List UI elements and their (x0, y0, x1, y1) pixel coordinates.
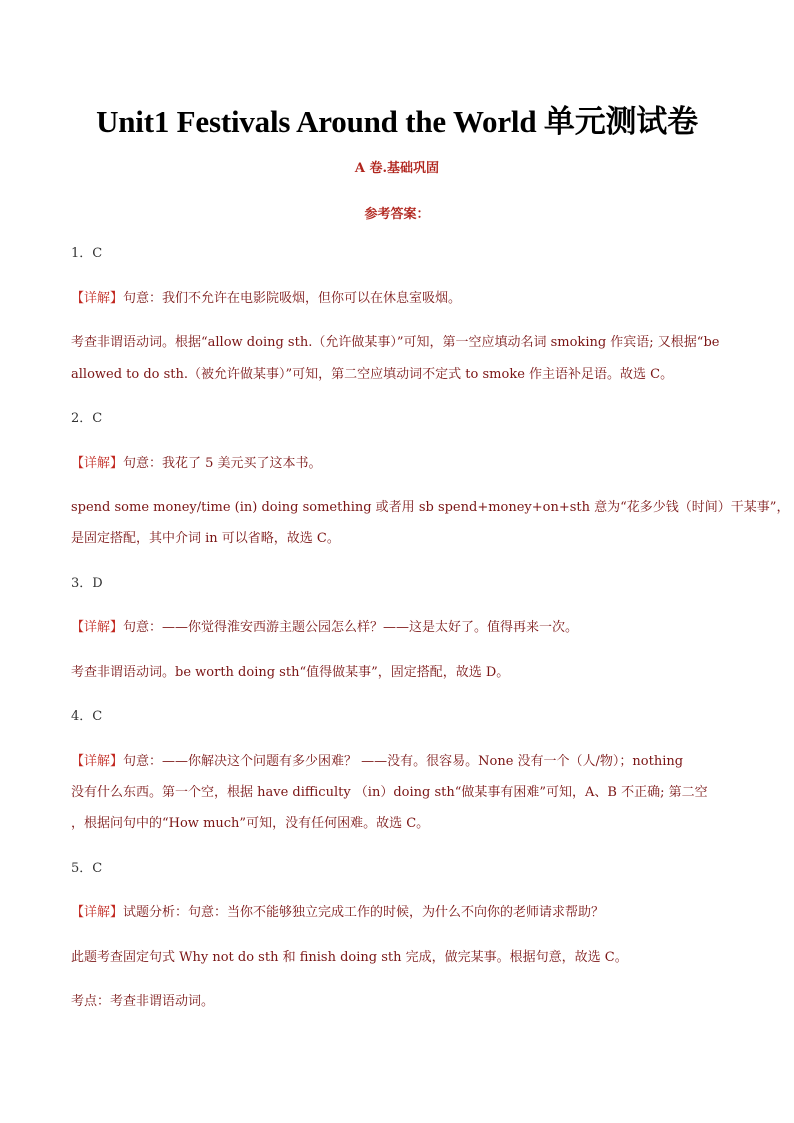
detail-text: 句意：——你解决这个问题有多少困难？ ——没有。很容易。None 没有一个（人/物）；nothing (123, 754, 684, 769)
item-5-detail (71, 904, 726, 922)
item-3-number: 3．D (71, 576, 103, 591)
item-4-number: 4．C (71, 709, 103, 724)
item-5-line-1: 此题考查固定句式 Why not do sth 和 finish doing sth 完成，做完某事。根据句意，故选 C。 (71, 950, 628, 965)
item-1-number: 1．C (71, 246, 103, 261)
answer-heading: 参考答案： (364, 207, 430, 222)
item-4-line-2: ，根据问句中的“How much”可知，没有任何困难。故选 C。 (71, 816, 430, 831)
detail-text: 句意：——你觉得淮安西游主题公园怎么样？——这是太好了。值得再来一次。 (123, 620, 579, 635)
item-2-line-2: 是固定搭配，其中介词 in 可以省略，故选 C。 (71, 531, 340, 546)
item-2-detail (71, 455, 726, 473)
page-title: Unit1 Festivals Around the World 单元测试卷 (96, 104, 698, 139)
item-3-line-1: 考查非谓语动词。be worth doing sth“值得做某事”，固定搭配，故选 D。 (71, 665, 510, 680)
item-4-detail (71, 753, 726, 771)
detail-text: 试题分析：句意：当你不能够独立完成工作的时候，为什么不向你的老师请求帮助？ (123, 905, 605, 920)
item-5-number: 5．C (71, 861, 103, 876)
detail-tag: 【详解】 (71, 291, 124, 306)
item-1-line-2: allowed to do sth.（被允许做某事）”可知，第二空应填动词不定式 to smoke 作主语补足语。故选 C。 (71, 367, 674, 382)
detail-text: 句意：我花了 5 美元买了这本书。 (123, 456, 322, 471)
item-3-detail (71, 619, 726, 637)
item-2-line-1: spend some money/time (in) doing something 或者用 sb spend+money+on+sth 意为“花多少钱（时间）干某事”， (71, 500, 790, 515)
item-1-line-1: 考查非谓语动词。根据“allow doing sth.（允许做某事）”可知，第一空应填动名词 smoking 作宾语; 又根据“be (71, 335, 720, 350)
section-label: A 卷.基础巩固 (354, 161, 440, 176)
item-1-detail (71, 290, 726, 308)
detail-tag: 【详解】 (71, 905, 124, 920)
item-2-number: 2．C (71, 411, 103, 426)
detail-text: 句意：我们不允许在电影院吸烟，但你可以在休息室吸烟。 (123, 291, 462, 306)
item-4-line-1: 没有什么东西。第一个空，根据 have difficulty （in）doing sth“做某事有困难”可知，A、B 不正确; 第二空 (71, 785, 708, 800)
detail-tag: 【详解】 (71, 754, 124, 769)
item-5-line-2: 考点：考查非谓语动词。 (71, 994, 215, 1009)
detail-tag: 【详解】 (71, 456, 124, 471)
detail-tag: 【详解】 (71, 620, 124, 635)
